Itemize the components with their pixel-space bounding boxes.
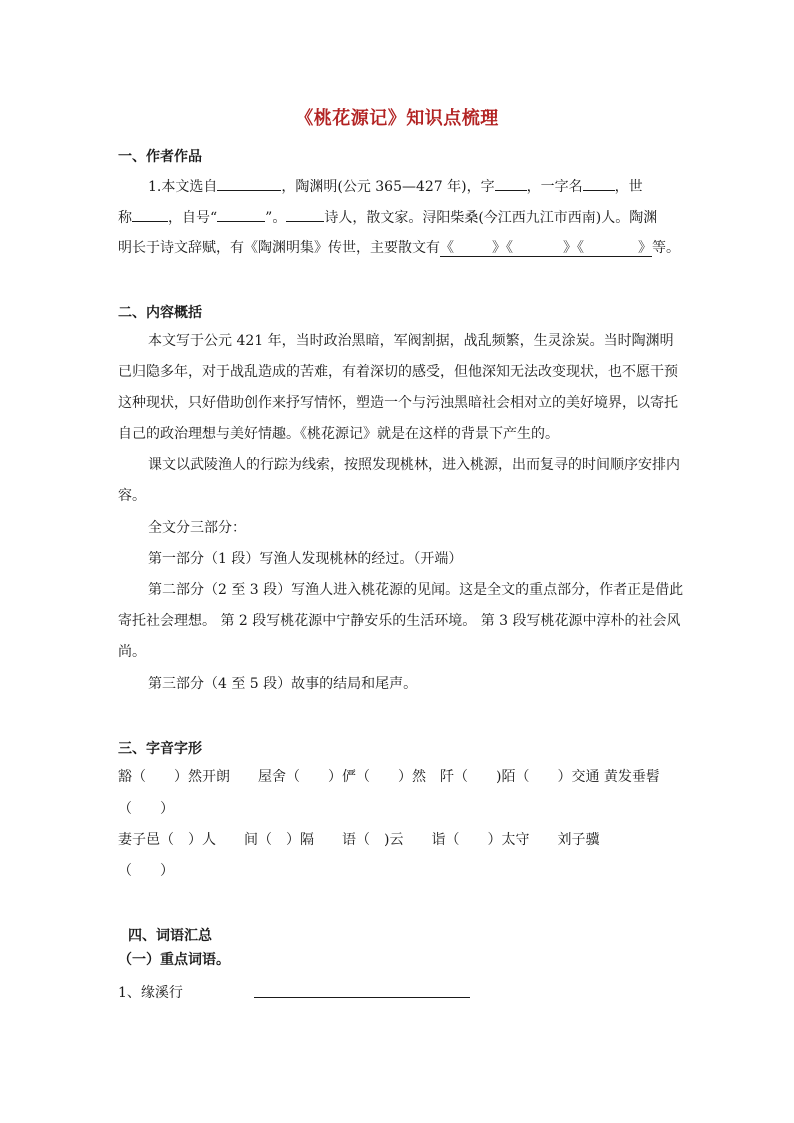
- pronunciation-row: （ ）: [118, 801, 174, 817]
- text: 称: [118, 210, 132, 226]
- summary-line: 自己的政治理想与美好情趣。《桃花源记》就是在这样的背景下产生的。: [118, 426, 559, 442]
- fill-blank: [217, 178, 281, 191]
- fill-blank: [495, 178, 527, 191]
- summary-line: 这种现状，只好借助创作来抒写情怀，塑造一个与污浊黑暗社会相对立的美好境界，以寄托: [118, 395, 678, 411]
- section-heading-summary: 二、内容概括: [118, 305, 202, 321]
- section-heading-vocabulary: 四、词语汇总: [128, 928, 212, 944]
- summary-line: 第二部分（2 至 3 段）写渔人进入桃花源的见闻。这是全文的重点部分，作者正是借此: [148, 582, 684, 598]
- text: 等。: [652, 240, 680, 256]
- summary-line: 课文以武陵渔人的行踪为线索，按照发现桃林，进入桃源，出而复寻的时间顺序安排内: [148, 457, 680, 473]
- fill-blank: [217, 209, 265, 222]
- text: 诗人，散文家。浔阳柴桑(今江西九江市西南)人。陶渊: [324, 210, 658, 226]
- text: ，陶渊明(公元 365—427 年)，字: [281, 179, 495, 195]
- text: ，一字名: [526, 179, 583, 195]
- text: 《: [440, 240, 454, 256]
- author-line-2: [118, 209, 657, 227]
- text: ”。: [265, 210, 287, 226]
- summary-line: 本文写于公元 421 年，当时政治黑暗，军阀割据，战乱频繁，生灵涂炭。当时陶渊明: [148, 333, 674, 349]
- summary-line: 寄托社会理想。 第 2 段写桃花源中宁静安乐的生活环境。 第 3 段写桃花源中淳朴的社会风: [118, 613, 681, 629]
- section-heading-author: 一、作者作品: [118, 149, 202, 165]
- vocab-item: 1、缘溪行: [118, 985, 183, 1001]
- author-line-3: [118, 240, 680, 257]
- summary-line: 尚。: [118, 644, 146, 660]
- subsection-heading-key-words: （一）重点词语。: [118, 952, 230, 968]
- summary-line: 容。: [118, 488, 146, 504]
- pronunciation-row: （ ）: [118, 863, 174, 879]
- summary-line: 全文分三部分：: [148, 520, 246, 536]
- fill-blank: [286, 209, 324, 222]
- fill-blank: [132, 209, 168, 222]
- text: 明长于诗文辞赋，有《陶渊明集》传世，主要散文有: [118, 240, 440, 256]
- pronunciation-row: 豁（ ）然开朗 屋舍（ ）俨（ ）然 阡（ )陌（ ）交通 黄发垂髫: [118, 769, 660, 785]
- pronunciation-row: 妻子邑（ ）人 间（ ）隔 语（ )云 诣（ ）太守 刘子骥: [118, 832, 600, 848]
- text: ，自号“: [168, 210, 218, 226]
- text: 》《: [492, 240, 513, 256]
- section-heading-pronunciation: 三、字音字形: [118, 741, 202, 757]
- author-line-1: [148, 178, 643, 196]
- text: 1.本文选自: [148, 179, 218, 195]
- works-blanks: [440, 240, 652, 257]
- text: ，世: [614, 179, 643, 195]
- summary-line: 第三部分（4 至 5 段）故事的结局和尾声。: [148, 676, 418, 692]
- document-title: 《桃花源记》知识点梳理: [295, 108, 499, 129]
- answer-line: [254, 982, 470, 998]
- text: 》《: [563, 240, 584, 256]
- text: 》: [638, 240, 652, 256]
- fill-blank: [583, 178, 615, 191]
- summary-line: 第一部分（1 段）写渔人发现桃林的经过。（开端）: [148, 551, 463, 567]
- summary-line: 已归隐多年，对于战乱造成的苦难，有着深切的感受，但他深知无法改变现状，也不愿干预: [118, 364, 678, 380]
